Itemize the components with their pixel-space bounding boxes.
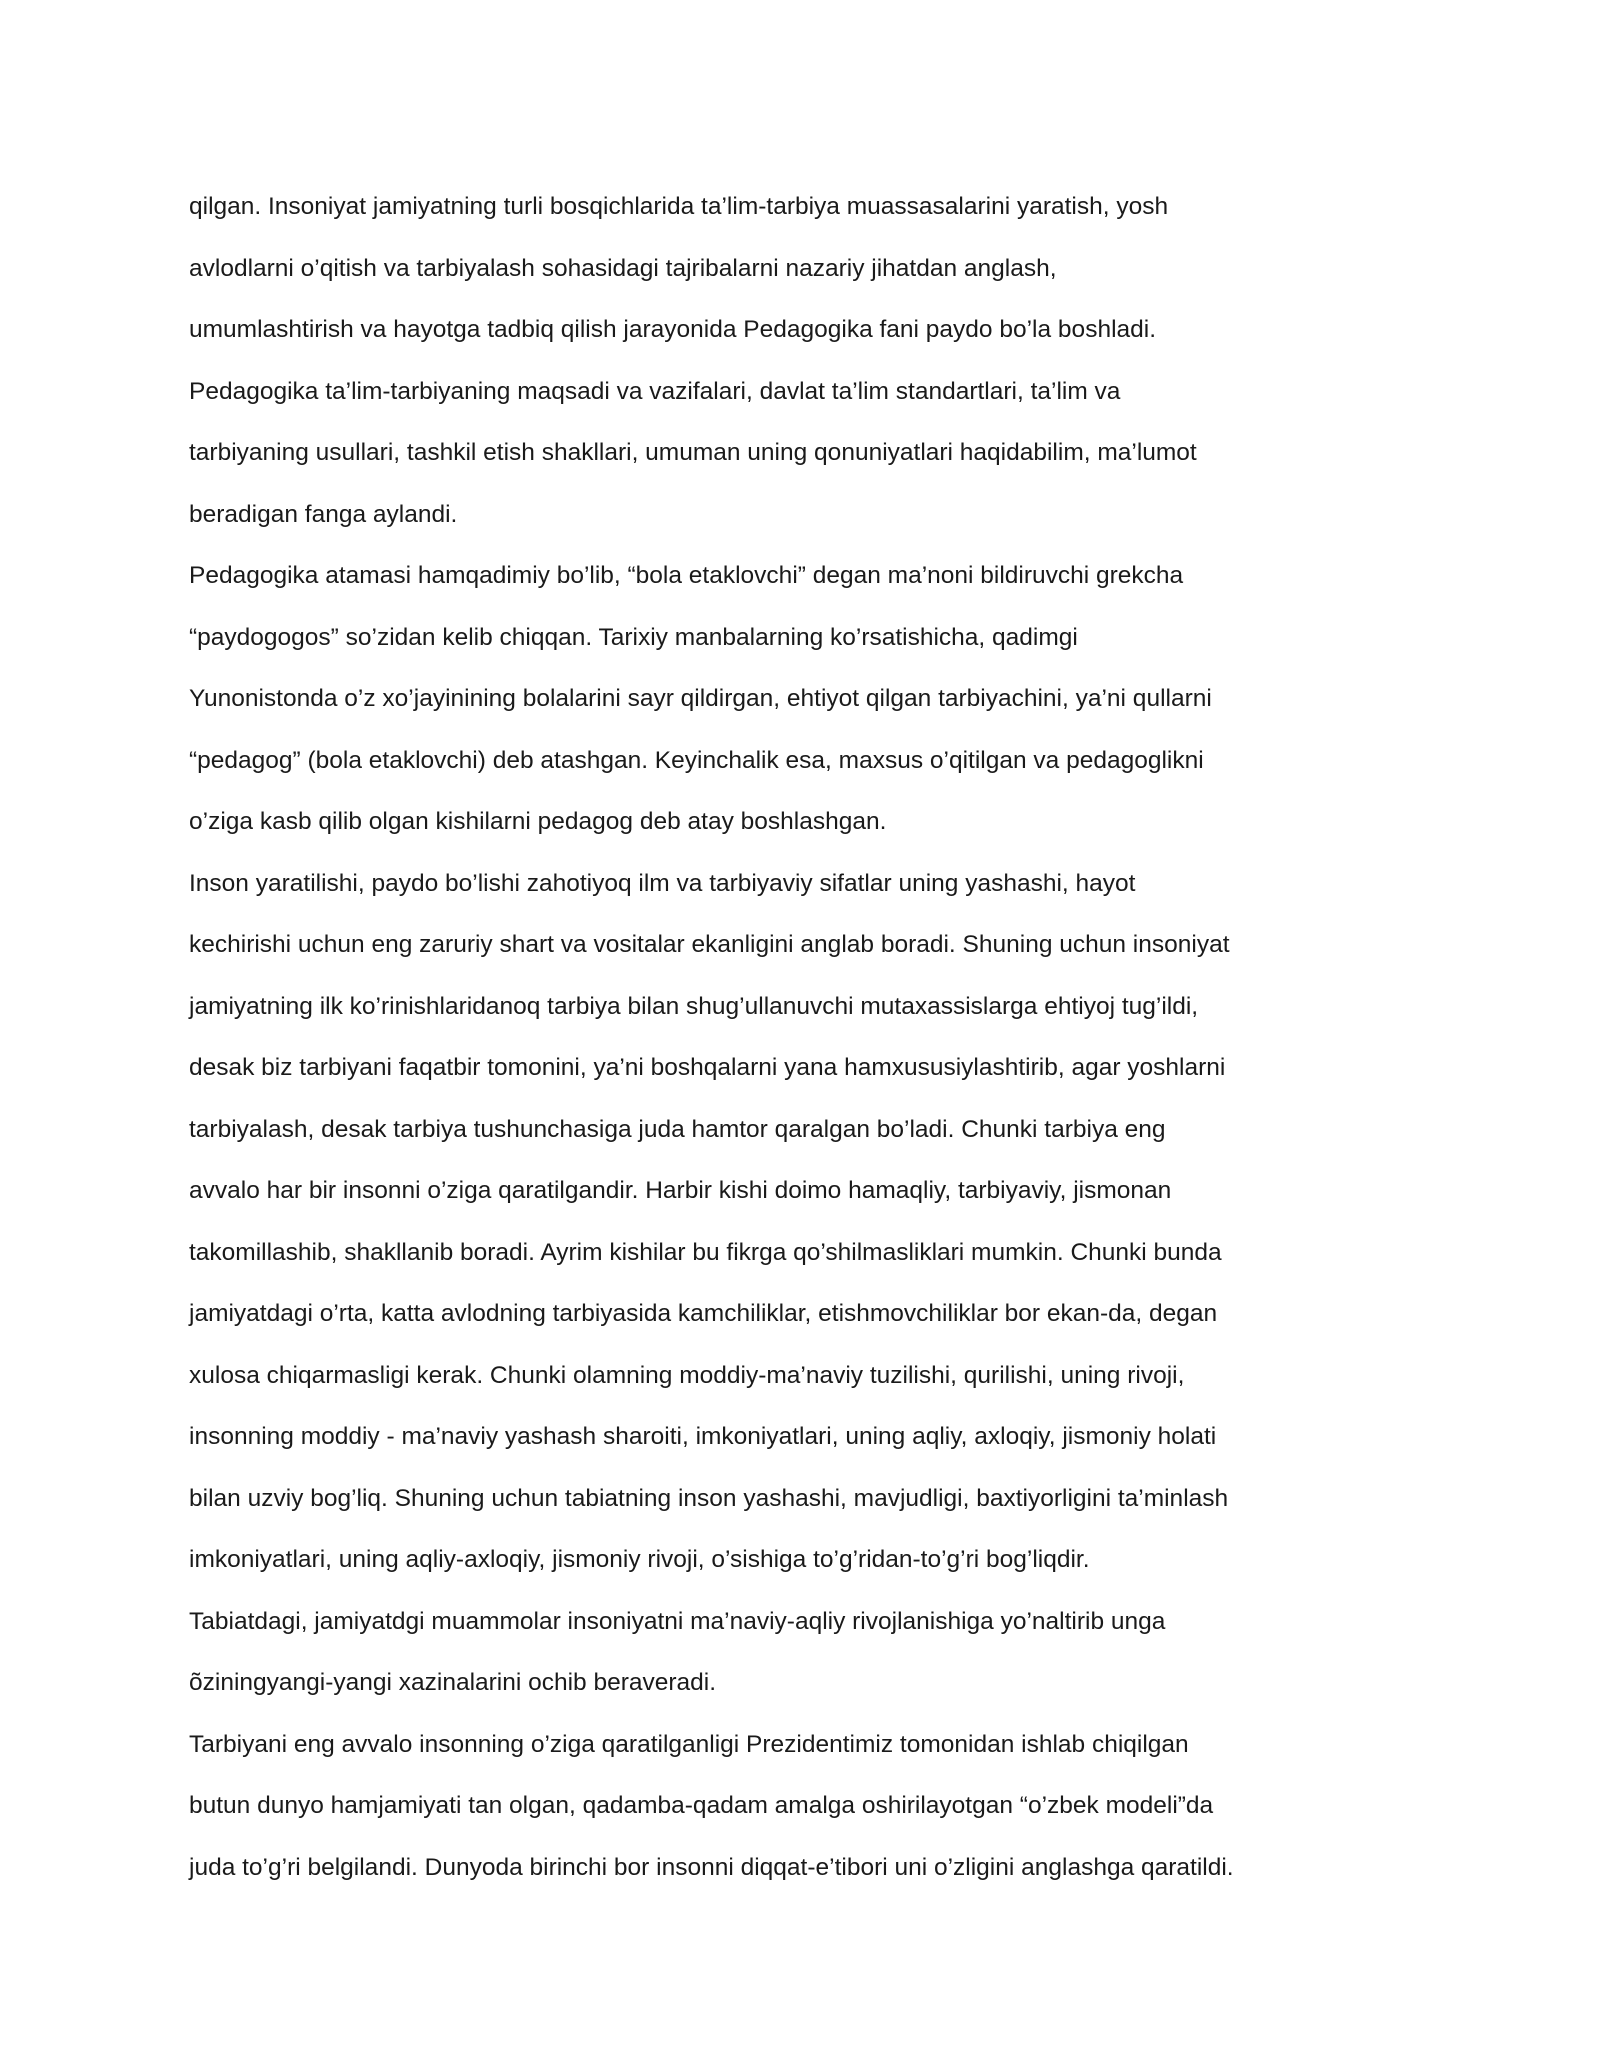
text-line: beradigan fanga aylandi. [189,500,458,528]
text-line: Inson yaratilishi, paydo bo’lishi zahotiyoq ilm va tarbiyaviy sifatlar uning yashashi, hayot [189,869,1136,897]
text-line: juda to’g’ri belgilandi. Dunyoda birinchi bor insonni diqqat-e’tibori uni o’zligini anglashga qaratildi. [189,1853,1234,1881]
text-line: Yunonistonda o’z xo’jayinining bolalarini sayr qildirgan, ehtiyot qilgan tarbiyachini, ya’ni qullarni [189,685,1212,712]
text-line: o’ziga kasb qilib olgan kishilarni pedagog deb atay boshlashgan. [189,808,887,835]
text-line: bilan uzviy bog’liq. Shuning uchun tabiatning inson yashashi, mavjudligi, baxtiyorligini ta’minlash [189,1484,1229,1512]
text-line: tarbiyaning usullari, tashkil etish shakllari, umuman uning qonuniyatlari haqidabilim, ma’lumot [189,439,1197,466]
text-line: kechirishi uchun eng zaruriy shart va vositalar ekanligini anglab boradi. Shuning uchun insoniyat [189,931,1230,958]
document-body [189,182,1439,1904]
text-line: butun dunyo hamjamiyati tan olgan, qadamba-qadam amalga oshirilayotgan “o’zbek modeli”da [189,1792,1214,1819]
text-line: imkoniyatlari, uning aqliy-axloqiy, jismoniy rivoji, o’sishiga to’g’ridan-to’g’ri bog’liqdir. [189,1546,1090,1573]
text-line: jamiyatning ilk ko’rinishlaridanoq tarbiya bilan shug’ullanuvchi mutaxassislarga ehtiyoj tug’ildi, [189,992,1199,1020]
text-line: Pedagogika atamasi hamqadimiy bo’lib, “bola etaklovchi” degan ma’noni bildiruvchi grekcha [189,562,1184,589]
text-line: avvalo har bir insonni o’ziga qaratilgandir. Harbir kishi doimo hamaqliy, tarbiyaviy, jismonan [189,1177,1172,1204]
text-line: umumlashtirish va hayotga tadbiq qilish jarayonida Pedagogika fani paydo bo’la boshladi. [189,316,1157,343]
text-line: Tabiatdagi, jamiyatdgi muammolar insoniyatni ma’naviy-aqliy rivojlanishiga yo’naltirib unga [189,1607,1166,1635]
text-line: Pedagogika ta’lim-tarbiyaning maqsadi va vazifalari, davlat ta’lim standartlari, ta’lim va [189,377,1121,405]
text-line: xulosa chiqarmasligi kerak. Chunki olamning moddiy-ma’naviy tuzilishi, qurilishi, uning rivoji, [189,1361,1185,1389]
text-line: desak biz tarbiyani faqatbir tomonini, ya’ni boshqalarni yana hamxususiylashtirib, agar yoshlarni [189,1054,1226,1081]
text-line: tarbiyalash, desak tarbiya tushunchasiga juda hamtor qaralgan bo’ladi. Chunki tarbiya eng [189,1115,1166,1143]
text-line: insonning moddiy - ma’naviy yashash sharoiti, imkoniyatlari, uning aqliy, axloqiy, jismoniy holati [189,1423,1217,1450]
text-line: jamiyatdagi o’rta, katta avlodning tarbiyasida kamchiliklar, etishmovchiliklar bor ekan-da, degan [189,1300,1218,1327]
text-line: avlodlarni o’qitish va tarbiyalash sohasidagi tajribalarni nazariy jihatdan anglash, [189,254,1057,282]
text-line: õziningyangi-yangi xazinalarini ochib beraveradi. [189,1669,717,1696]
text-line: takomillashib, shakllanib boradi. Ayrim kishilar bu fikrga qo’shilmasliklari mumkin. Chunki bunda [189,1238,1222,1266]
text-line: “pedagog” (bola etaklovchi) deb atashgan. Keyinchalik esa, maxsus o’qitilgan va pedagoglikni [189,746,1204,774]
text-line: “paydogogos” so’zidan kelib chiqqan. Tarixiy manbalarning ko’rsatishicha, qadimgi [189,623,1078,651]
text-line: Tarbiyani eng avvalo insonning o’ziga qaratilganligi Prezidentimiz tomonidan ishlab chiqilgan [189,1730,1189,1758]
text-line: qilgan. Insoniyat jamiyatning turli bosqichlarida ta’lim-tarbiya muassasalarini yaratish, yosh [189,193,1169,220]
